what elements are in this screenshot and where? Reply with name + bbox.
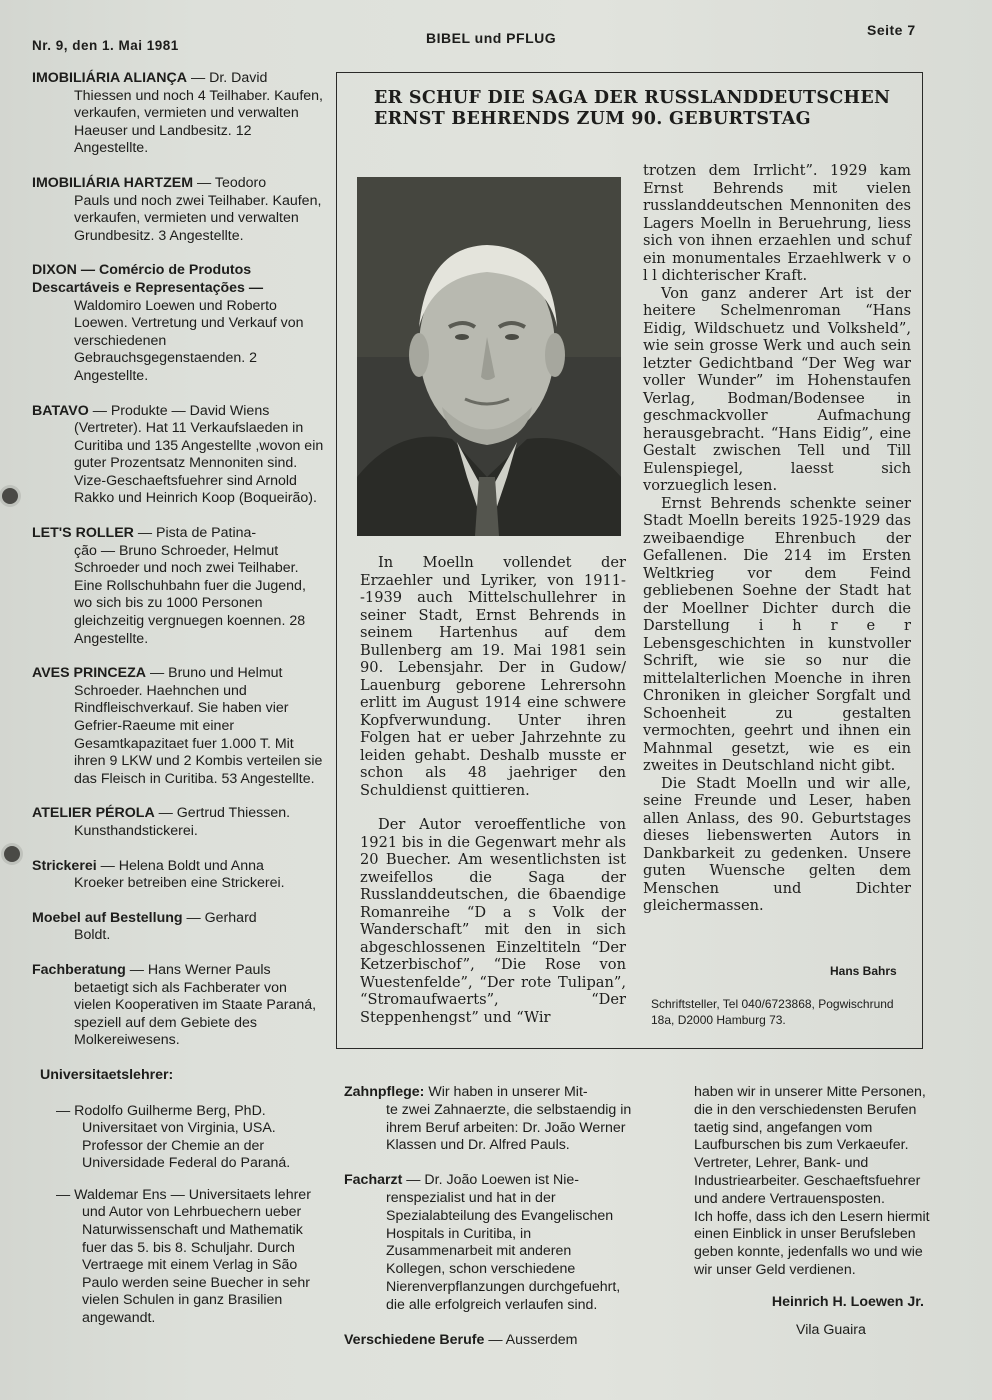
article-paragraph: Von ganz anderer Art ist der heitere Schelmenroman “Hans Eidig, Wildschuetz und Volksheld”, wie sein grosse Werk und auch sein letzter Gedichtband “Der Weg war voller Wunder” im Hohenstaufen Verlag, Bodman/Bodensee in geschmackvoller Aufmachung herausgebracht. “Hans Eidig”, eine Gestalt zwischen Tell und Till Eulenspiegel, laesst sich vorzueglich lesen. [643,284,911,494]
entry-first-line: Wir haben in unserer Mit- [424,1084,588,1100]
entry-name: LET'S ROLLER [32,525,134,542]
punch-hole-icon [2,488,18,504]
closing-place: Vila Guaira [796,1321,866,1338]
list-item [32,962,324,1050]
portrait-photo [357,177,621,536]
article-column-1 [360,554,626,1026]
list-item [32,262,324,385]
entry-first-line: — Helena Boldt und Anna [96,857,264,874]
bottom-middle-column [344,1084,634,1349]
article-paragraph: Der Autor veroeffentliche von 1921 bis in die Gegenwart mehr als 20 Buecher. Am wesentlichsten ist zweifellos die Saga der Russlanddeutschen, die 6baendige Romanreihe “D a s Volk der Wanderschaft” mit den in sich abgeschlossenen Einzeltiteln “Der Ketzerbischof”, “Die Rose von Wuestenfelde”, “Der rote Tulipan”, “Stromaufwaerts”, “Der Steppenhengst” und “Wir [360,816,626,1026]
entry-first-line: — Comércio de Produtos Descartáveis e Representações — [32,262,264,296]
entry-first-line: — Gerhard [182,909,257,926]
article-paragraph: Ernst Behrends schenkte seiner Stadt Moelln bereits 1925-1929 das zweibaendige Ehrenbuch der Gefallenen. Die 214 im Ersten Weltkrieg vor dem Feind gebliebenen Soehne der Stadt hat der Moellner Dichter durch die Darstellung i h r e r Lebensgeschichten in kunstvoller Schrift, wie sie so nur die mittelalterlichen Moenche in ihren Chroniken in gleicher Sorgfalt und Schoenheit zu gestalten vermochten, geehrt und ihnen ein Mahnmal gesetzt, wie es ein zweites in Deutschland nicht gibt. [643,494,911,774]
newspaper-title: BIBEL und PFLUG [426,30,557,46]
list-item [344,1084,634,1155]
entry-body: Boldt. [74,927,111,944]
article-paragraph: In Moelln vollendet der Erzaehler und Lyriker, von 1911--1939 auch Mittelschullehrer in seiner Stadt, Ernst Behrends in seinem Hartenhus auf dem Bullenberg am 19. Mai 1981 sein 90. Lebensjahr. Der in Gudow/ Lauenburg geborene Lehrersohn erlitt im August 1914 eine schwere Kopfverwundung. Unter ihren Folgen hat er ueber Jahrzehnte zu leiden gehabt. Deshalb musste er schon als 48 jaehriger den Schuldienst quittieren. [360,554,626,799]
list-item [32,70,324,158]
entry-first-line: — Teodoro [193,174,267,191]
headline-line-2: ERNST BEHRENDS ZUM 90. GEBURTSTAG [374,109,811,129]
entry-name: IMOBILIÁRIA ALIANÇA [32,70,187,86]
closing-author: Heinrich H. Loewen Jr. [771,1293,924,1310]
closing-paragraph: Ich hoffe, dass ich den Lesern hiermit einen Einblick in unser Berufsleben geben konnte, jedenfalls wo und wie wir unser Geld verdienen. [694,1208,930,1278]
entry-name: AVES PRINCEZA [32,665,147,682]
entry-body: Schroeder. Haehnchen und Rindfleischverkauf. Sie haben vier Gefrier-Raeume mit einer Gesamtkapazitaet fuer 1.000 T. Mit ihren 9 LKW und 2 Kombis verteilen sie das Fleisch in Curitiba. 53 Angestellte. [74,682,323,787]
entry-name: Fachberatung [32,961,126,978]
headline-line-1: ER SCHUF DIE SAGA DER RUSSLANDDEUTSCHEN [374,88,891,108]
article-paragraph: Die Stadt Moelln und wir alle, seine Freunde und Leser, haben allen Anlass, des 90. Geburtstages dieses liebenswerten Autors in Dankbarkeit zu gedenken. Unsere guten Wuensche gelten dem Menschen und Dichter gleichermassen. [643,774,911,914]
entry-first-line: — Pista de Patina- [133,525,257,542]
list-item [32,525,324,648]
page-number: Seite 7 [867,22,916,38]
article-paragraph: trotzen dem Irrlicht”. 1929 kam Ernst Behrends mit vielen russlanddeutschen Mennoniten des Lagers Moelln in Beruehrung, liess sich von ihnen erzaehlen und schuf ein monumentales Erzaehlwerk v o l l dichterischer Kraft. [643,162,911,284]
entry-name: Facharzt [344,1172,403,1189]
entry-body: Thiessen und noch 4 Teilhaber. Kaufen, verkaufen, vermieten und verwalten Haeuser und Landbesitz. 12 Angestellte. [74,87,323,157]
entry-name: DIXON [32,262,77,279]
entry-name: Strickerei [32,857,97,874]
entry-first-line: — Gertrud Thiessen. [154,805,291,822]
entry-name: Zahnpflege: [344,1084,425,1100]
list-item [32,805,324,840]
entry-body: Kroeker betreiben eine Strickerei. [74,875,285,892]
entry-first-line: — Ausserdem [484,1331,578,1348]
entry-name: BATAVO [32,402,89,419]
list-item [32,665,324,788]
entry-body: ção — Bruno Schroeder, Helmut Schroeder und noch zwei Teilhaber. Eine Rollschuhbahn fuer die Jugend, wo sich bis zu 1000 Personen gleichzeitig vergnuegen koennen. 28 Angestellte. [74,542,306,647]
article-author: Hans Bahrs [830,964,897,978]
entry-name: Moebel auf Bestellung [32,909,183,926]
list-item: — Rodolfo Guilherme Berg, PhD. Universitaet von Virginia, USA. Professor der Chemie an der Universidade Federal do Paraná. [56,1102,291,1172]
list-item [32,910,324,945]
article-column-2 [643,162,911,915]
article-headline [374,88,894,130]
author-address: Schriftsteller, Tel 040/6723868, Pogwischrund 18a, D2000 Hamburg 73. [651,997,894,1027]
entry-first-line: — Dr. João Loewen ist Nie- [402,1172,579,1189]
closing-paragraph: haben wir in unserer Mitte Personen, die in den verschiedensten Berufen taetig sind, angefangen vom Laufburschen bis zum Verkaeufer. Vertreter, Lehrer, Bank- und Industriearbeiter. Geschaeftsfuehrer und andere Vertrauensposten. [694,1084,926,1207]
portrait-photo-icon [357,177,621,536]
list-item [32,175,324,245]
punch-hole-icon [4,846,20,862]
list-item [344,1172,634,1314]
entry-name: IMOBILIÁRIA HARTZEM [32,174,194,191]
section-heading: Universitaetslehrer: [40,1066,174,1083]
list-item [344,1332,634,1350]
entry-name: Verschiedene Berufe [344,1331,485,1348]
entry-first-line: — Bruno und Helmut [146,665,283,682]
entry-body: Pauls und noch zwei Teilhaber. Kaufen, verkaufen, vermieten und verwalten Grundbesitz. 3 Angestellte. [74,192,322,244]
list-item [32,858,324,893]
left-column [32,70,324,1342]
list-item: — Waldemar Ens — Universitaets lehrer und Autor von Lehrbuechern ueber Naturwissenschaft und Mathematik fuer das 5. bis 8. Schuljahr. Durch Vertraege mit einem Verlag in São Paulo werden seine Buecher in sehr vielen Schulen in ganz Brasilien angewandt. [56,1186,311,1327]
entry-body: te zwei Zahnaerzte, die selbstaendig in ihrem Beruf arbeiten: Dr. João Werner Klassen und Dr. Alfred Pauls. [386,1101,632,1154]
entry-body: (Vertreter). Hat 11 Verkaufslaeden in Curitiba und 135 Angestellte ,wovon ein guter Prozentsatz Mennoniten sind. Vize-Geschaeftsfuehrer sind Arnold Rakko und Heinrich Koop (Boqueirão). [74,420,324,507]
entry-body: betaetigt sich als Fachberater von vielen Kooperativen im Staate Paraná, speziell auf dem Gebiete des Molkereiwesens. [74,979,317,1049]
entry-first-line: — Hans Werner Pauls [125,961,271,978]
entry-body: Waldomiro Loewen und Roberto Loewen. Vertretung und Verkauf von verschiedenen Gebrauchsgegenstaenden. 2 Angestellte. [74,297,304,384]
entry-name: ATELIER PÉROLA [32,805,155,822]
entry-first-line: — Produkte — David Wiens [88,402,270,419]
entry-first-line: — Dr. David [187,70,268,86]
entry-body: renspezialist und hat in der Spezialabteilung des Evangelischen Hospitals in Curitiba, in Zusammenarbeit mit anderen Kollegen, schon verschiedene Nierenverpflanzungen durchgefuehrt, die alle erfolgreich verlaufen sind. [386,1189,621,1313]
list-item [32,403,324,509]
bottom-right-column [694,1084,942,1339]
issue-line: Nr. 9, den 1. Mai 1981 [32,38,179,53]
entry-body: Kunsthandstickerei. [74,822,198,839]
